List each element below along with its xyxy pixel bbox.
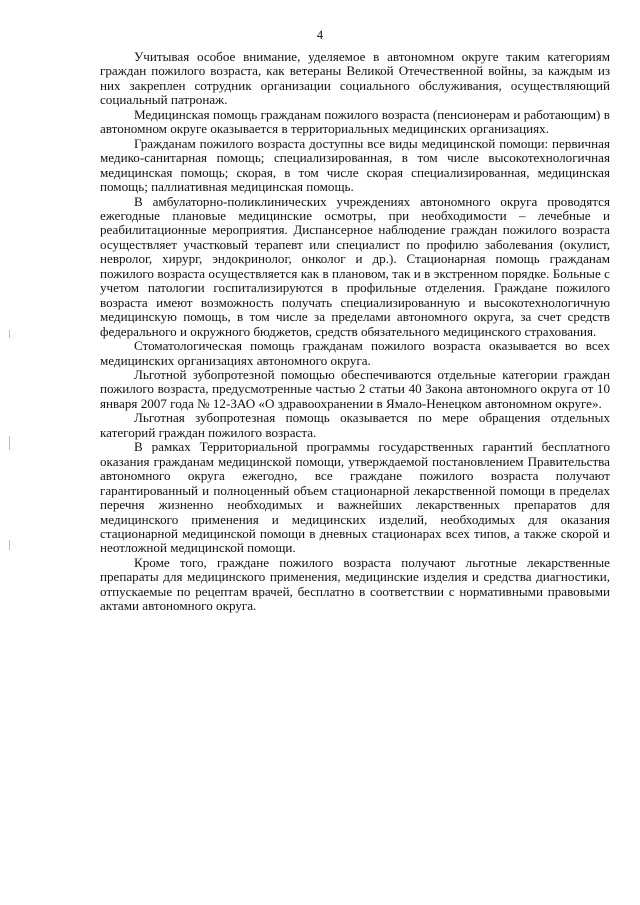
body-text bbox=[100, 50, 610, 614]
paragraph: Льготная зубопротезная помощь оказывается по мере обращения отдельных категорий граждан пожилого возраста. bbox=[100, 410, 610, 440]
paragraph: Медицинская помощь гражданам пожилого возраста (пенсионерам и работающим) в автономном округе оказывается в территориальных медицинских организациях. bbox=[100, 106, 610, 137]
page-number: 4 bbox=[316, 28, 324, 42]
paragraph: В рамках Территориальной программы государственных гарантий бесплатного оказания гражданам медицинской помощи, утверждаемой постановлением Правительства автономного округа ежегодно, все граждане пожилого возраста получают гарантированный и полноценный объем стационарной лекарственной помощи в пределах перечня жизненно необходимых и важнейших лекарственных препаратов для медицинского применения и медицинских изделий, необходимых для оказания стационарной медицинской помощи в дневных стационарах всех типов, а также скорой и неотложной медицинской помощи. bbox=[100, 439, 610, 556]
paragraph: В амбулаторно-поликлинических учреждениях автономного округа проводятся ежегодные плановые медицинские осмотры, при необходимости – лечебные и реабилитационные мероприятия. Диспансерное наблюдение граждан пожилого возраста осуществляет участковый терапевт или специалист по профилю заболевания (окулист, невролог, хирург, эндокринолог, онколог и др.). Стационарная помощь гражданам пожилого возраста осуществляется как в плановом, так и в экстренном порядке. Больные с учетом патологии госпитализируются в профильные отделения. Граждане пожилого возраста имеют возможность получать специализированную и высокотехнологичную медицинскую помощь, в том числе за пределами автономного округа, за счет средств федерального и окружного бюджетов, средств обязательного медицинского страхования. bbox=[100, 193, 610, 339]
paragraph: Учитывая особое внимание, уделяемое в автономном округе таким категориям граждан пожилого возраста, как ветераны Великой Отечественной войны, за каждым из них закреплен сотрудник организации социального обслуживания, осуществляющий социальный патронаж. bbox=[100, 49, 610, 108]
scan-margin-mark bbox=[9, 540, 10, 550]
paragraph: Гражданам пожилого возраста доступны все виды медицинской помощи: первичная медико-санитарная помощь; специализированная, в том числе высокотехнологичная медицинская помощь; скорая, в том числе скорая специализированная, медицинская помощь; паллиативная медицинская помощь. bbox=[100, 135, 610, 195]
paragraph: Кроме того, граждане пожилого возраста получают льготные лекарственные препараты для медицинского применения, медицинские изделия и средства диагностики, отпускаемые по рецептам врачей, бесплатно в соответствии с нормативными правовыми актами автономного округа. bbox=[100, 554, 610, 614]
scan-margin-mark bbox=[9, 330, 10, 338]
paragraph: Льготной зубопротезной помощью обеспечиваются отдельные категории граждан пожилого возраста, предусмотренные частью 2 статьи 40 Закона автономного округа от 10 января 2007 года № 12-ЗАО «О здравоохранении в Ямало-Ненецком автономном округе». bbox=[100, 366, 610, 411]
scan-margin-mark bbox=[9, 436, 10, 450]
paragraph: Стоматологическая помощь гражданам пожилого возраста оказывается во всех медицинских организациях автономного округа. bbox=[100, 338, 610, 368]
